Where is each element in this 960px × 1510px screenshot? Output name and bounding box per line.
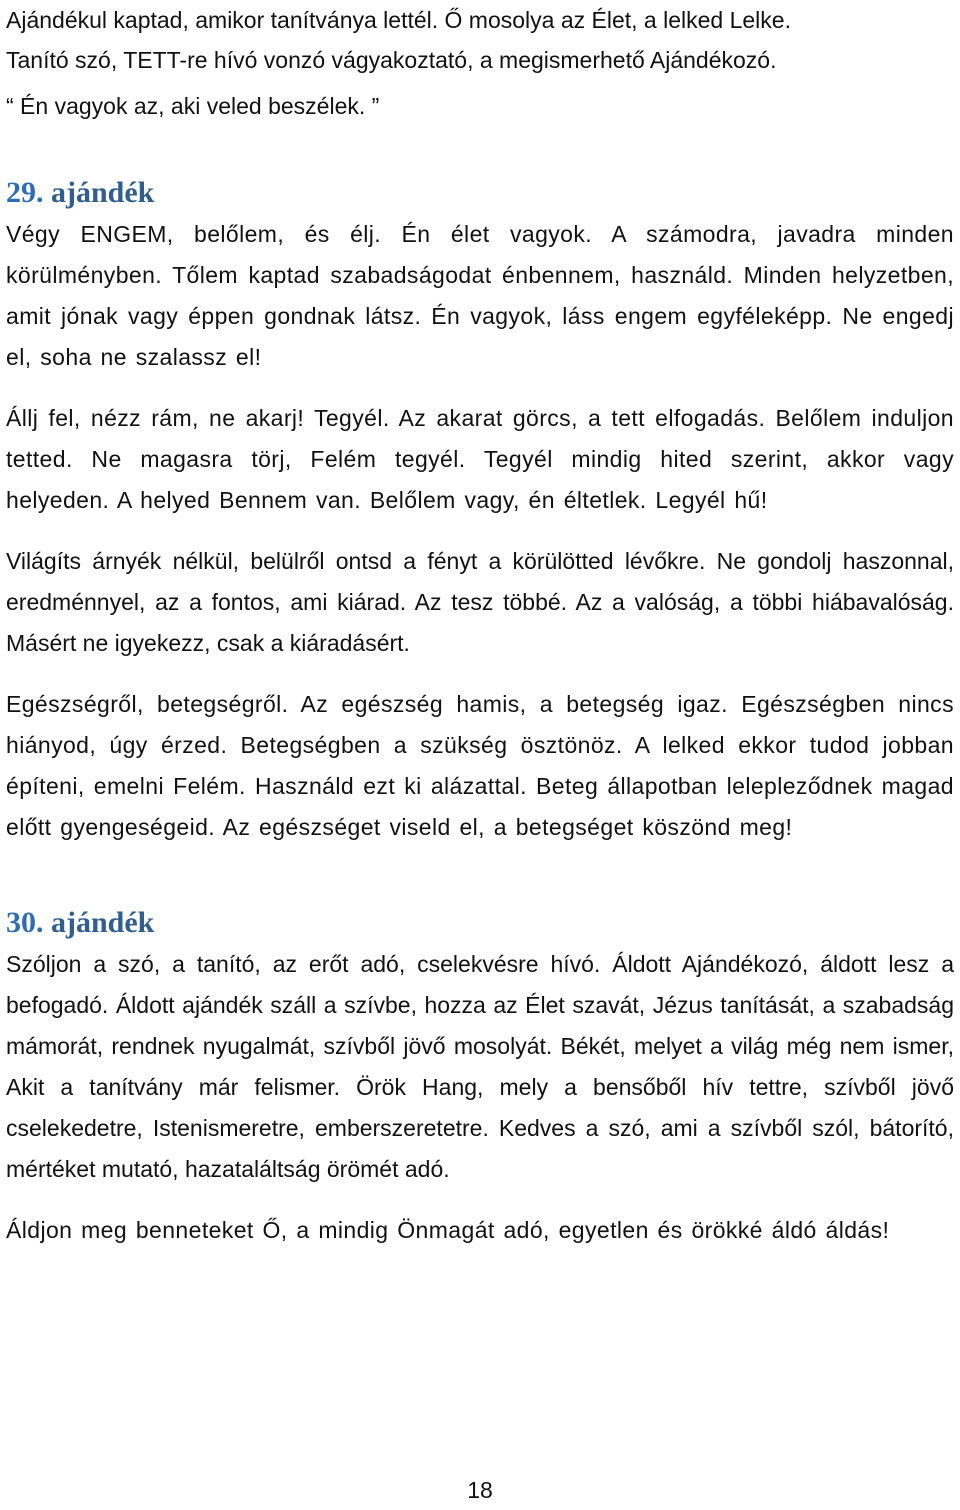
paragraph: Világíts árnyék nélkül, belülről ontsd a fényt a körülötted lévőkre. Ne gondolj haszonnal, eredménnyel, az a fontos, ami kiárad. Az tesz többé. Az a valóság, a többi hiábavalóság. Másért ne igyekezz, csak a kiáradásért.	[6, 548, 954, 656]
intro-quote-text: Én vagyok az, aki veled beszélek.	[13, 93, 372, 119]
intro-quote	[6, 86, 954, 126]
heading-number: 29.	[6, 176, 44, 209]
section-heading-30	[6, 903, 954, 943]
quote-close-mark: ”	[371, 93, 380, 119]
intro-line-1: Ajándékul kaptad, amikor tanítványa lettél. Ő mosolya az Élet, a lelked Lelke.	[6, 7, 791, 33]
paragraph: Szóljon a szó, a tanító, az erőt adó, cselekvésre hívó. Áldott Ajándékozó, áldott lesz a befogadó. Áldott ajándék száll a szívbe, hozza az Élet szavát, Jézus tanítását, a szabadság mámorát, rendnek nyugalmát, szívből jövő mosolyát. Békét, melyet a világ még nem ismer, Akit a tanítvány már felismer. Örök Hang, mely a bensőből hív tettre, szívből jövő cselekedetre, Istenismeretre, emberszeretetre. Kedves a szó, ami a szívből szól, bátorító, mértéket mutató, hazataláltság örömét adó.	[6, 951, 954, 1182]
paragraph: Állj fel, nézz rám, ne akarj! Tegyél. Az akarat görcs, a tett elfogadás. Belőlem induljon tetted. Ne magasra törj, Felém tegyél. Tegyél mindig hited szerint, akkor vagy helyeden. A helyed Bennem van. Belőlem vagy, én éltetlek. Legyél hű!	[6, 405, 954, 513]
intro-section	[6, 0, 954, 126]
heading-word: ajándék	[51, 906, 155, 939]
section-heading-29	[6, 173, 954, 213]
gift-30-section	[6, 903, 954, 1251]
document-page	[6, 0, 954, 1251]
paragraph: Végy ENGEM, belőlem, és élj. Én élet vagyok. A számodra, javadra minden körülményben. Tőlem kaptad szabadságodat énbennem, használd. Minden helyzetben, amit jónak vagy éppen gondnak látsz. Én vagyok, láss engem egyféleképp. Ne engedj el, soha ne szalassz el!	[6, 221, 954, 370]
intro-line-2: Tanító szó, TETT-re hívó vonzó vágyakoztató, a megismerhető Ajándékozó.	[6, 47, 777, 73]
heading-number: 30.	[6, 906, 44, 939]
paragraph: Egészségről, betegségről. Az egészség hamis, a betegség igaz. Egészségben nincs hiányod, úgy érzed. Betegségben a szükség ösztönöz. A lelked ekkor tudod jobban építeni, emelni Felém. Használd ezt ki alázattal. Beteg állapotban lelepleződnek magad előtt gyengeségeid. Az egészséget viseld el, a betegséget köszönd meg!	[6, 691, 954, 840]
heading-word: ajándék	[51, 176, 155, 209]
page-number: 18	[467, 1477, 493, 1503]
gift-29-section	[6, 173, 954, 848]
paragraph: Áldjon meg benneteket Ő, a mindig Önmagát adó, egyetlen és örökké áldó áldás!	[6, 1217, 890, 1243]
quote-open-mark: “	[6, 93, 14, 119]
